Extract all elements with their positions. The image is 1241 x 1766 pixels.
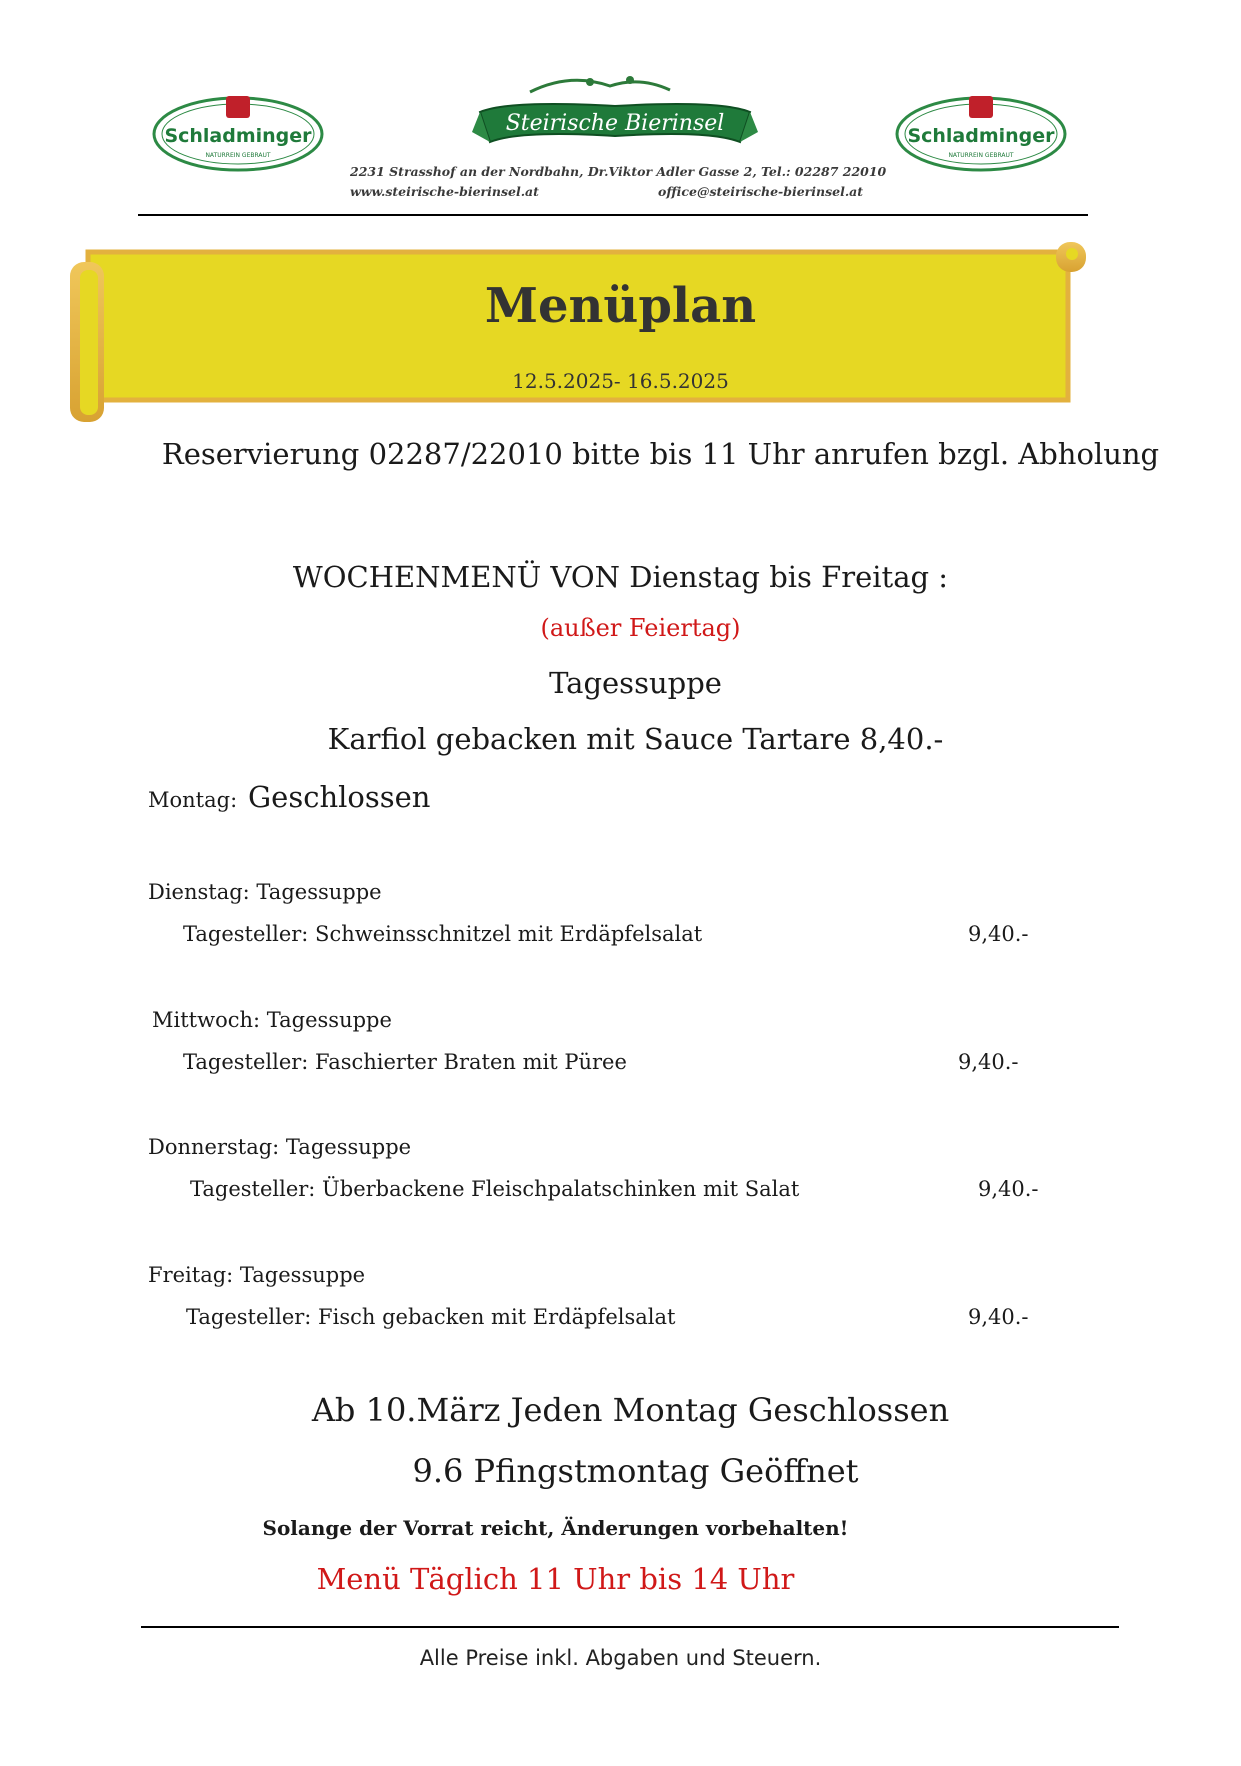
- svg-text:NATURREIN GEBRAUT: NATURREIN GEBRAUT: [948, 152, 1014, 159]
- schladminger-logo-left: [152, 90, 324, 172]
- monday-value: Geschlossen: [248, 780, 431, 814]
- weekly-dish: Karfiol gebacken mit Sauce Tartare 8,40.-: [327, 722, 944, 756]
- reservation-note: Reservierung 02287/22010 bitte bis 11 Uhr anrufen bzgl. Abholung: [161, 437, 1160, 471]
- tuesday-label: Dienstag: Tagessuppe: [148, 880, 382, 904]
- date-range: 12.5.2025- 16.5.2025: [512, 369, 729, 393]
- weekly-soup: Tagessuppe: [549, 666, 722, 700]
- weekly-menu-heading: WOCHENMENÜ VON Dienstag bis Freitag :: [292, 560, 949, 594]
- whit-monday-notice: 9.6 Pfingstmontag Geöffnet: [412, 1452, 859, 1490]
- wednesday-plate: Tagesteller: Faschierter Braten mit Püree: [183, 1050, 627, 1074]
- closed-mondays-notice: Ab 10.März Jeden Montag Geschlossen: [311, 1391, 950, 1429]
- thursday-label: Donnerstag: Tagessuppe: [148, 1135, 412, 1159]
- menu-hours: Menü Täglich 11 Uhr bis 14 Uhr: [316, 1562, 795, 1596]
- email-link[interactable]: office@steirische-bierinsel.at: [658, 184, 864, 199]
- friday-label: Freitag: Tagessuppe: [148, 1263, 366, 1287]
- tuesday-plate: Tagesteller: Schweinsschnitzel mit Erdäpfelsalat: [183, 922, 703, 946]
- tuesday-price: 9,40.-: [968, 922, 1029, 946]
- brand-name: Steirische Bierinsel: [505, 111, 725, 136]
- footer-divider: [141, 1626, 1119, 1628]
- thursday-plate: Tagesteller: Überbackene Fleischpalatschinken mit Salat: [190, 1177, 800, 1201]
- price-footer-note: Alle Preise inkl. Abgaben und Steuern.: [419, 1646, 822, 1670]
- website-link[interactable]: www.steirische-bierinsel.at: [350, 184, 539, 199]
- stock-disclaimer: Solange der Vorrat reicht, Änderungen vorbehalten!: [262, 1516, 849, 1540]
- thursday-price: 9,40.-: [978, 1177, 1039, 1201]
- holiday-note: (außer Feiertag): [540, 614, 741, 642]
- wednesday-label: Mittwoch: Tagessuppe: [152, 1008, 392, 1032]
- wednesday-price: 9,40.-: [958, 1050, 1019, 1074]
- address-line: 2231 Strasshof an der Nordbahn, Dr.Viktor Adler Gasse 2, Tel.: 02287 22010: [350, 164, 887, 179]
- monday-label: Montag:: [148, 788, 238, 812]
- menu-banner: [70, 240, 1090, 430]
- friday-price: 9,40.-: [968, 1305, 1029, 1329]
- svg-text:NATURREIN GEBRAUT: NATURREIN GEBRAUT: [205, 152, 271, 159]
- logo-right-text: Schladminger: [907, 125, 1055, 147]
- header-divider: [138, 214, 1088, 216]
- logo-left-text: Schladminger: [164, 125, 312, 147]
- steirische-bierinsel-logo: [470, 72, 760, 160]
- page-title: Menüplan: [484, 278, 757, 334]
- schladminger-logo-right: [895, 90, 1067, 172]
- friday-plate: Tagesteller: Fisch gebacken mit Erdäpfelsalat: [186, 1305, 676, 1329]
